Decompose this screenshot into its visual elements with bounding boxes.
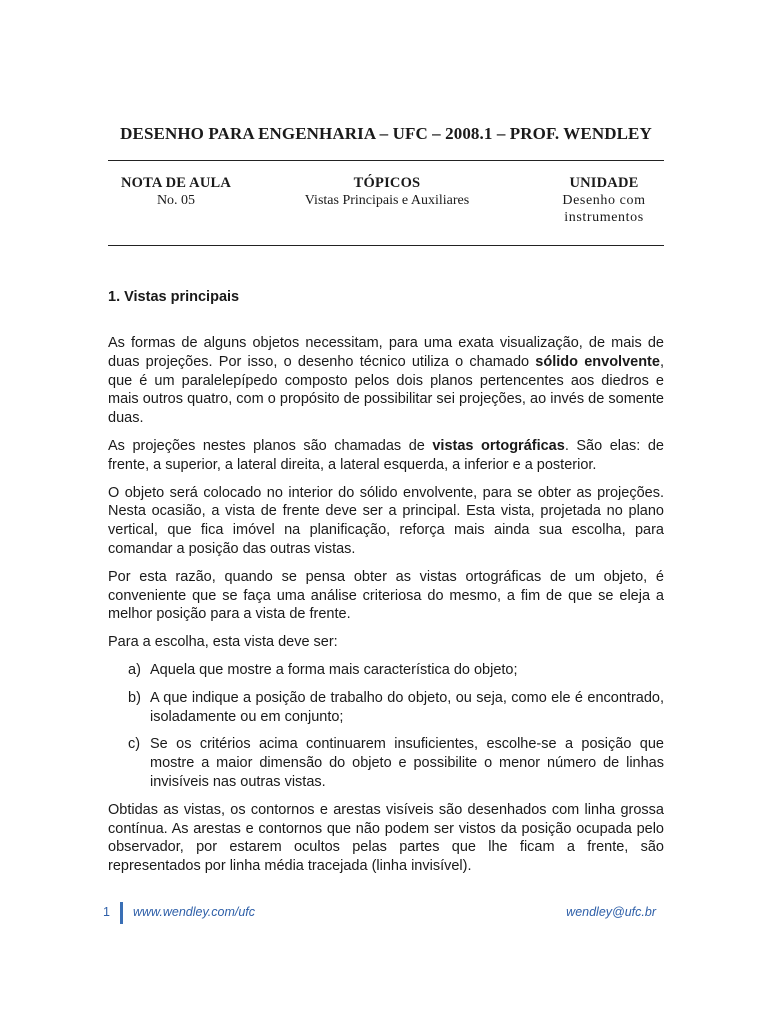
nota-de-aula-block: [108, 175, 244, 209]
document-title: DESENHO PARA ENGENHARIA – UFC – 2008.1 – PROF. WENDLEY: [120, 124, 652, 143]
body-text: [108, 334, 664, 885]
topicos-value: Vistas Principais e Auxiliares: [304, 193, 470, 208]
list-item: [108, 689, 664, 727]
nota-value: No. 05: [156, 193, 196, 208]
unidade-value: Desenho com instrumentos: [562, 193, 646, 225]
topicos-heading: TÓPICOS: [353, 175, 421, 191]
header-top-divider: [108, 160, 664, 161]
page-footer: [0, 902, 768, 924]
list-marker: b): [128, 689, 141, 706]
nota-heading: NOTA DE AULA: [120, 175, 232, 191]
paragraph-2: [108, 437, 664, 475]
list-item: [108, 735, 664, 791]
unidade-block: [540, 175, 668, 226]
criteria-list: [108, 661, 664, 792]
paragraph-1-text-b: , que é um paralelepípedo composto pelos dois planos pertencentes aos diedros e mais outros quatro, com o propósito de possibilitar sei projeções, ao invés de somente duas.: [108, 353, 664, 427]
page-number: 1: [103, 905, 110, 919]
section-heading: 1. Vistas principais: [108, 289, 240, 305]
paragraph-1: [108, 334, 664, 428]
paragraph-6: Obtidas as vistas, os contornos e arestas visíveis são desenhados com linha grossa contínua. As arestas e contornos que não podem ser vistos da posição ocupada pelo observador, por estarem ocultos pelas partes que lhe ficam a frente, são representados por linha média tracejada (linha invisível).: [108, 801, 664, 875]
footer-website-link[interactable]: www.wendley.com/ufc: [133, 905, 256, 919]
footer-email-link[interactable]: wendley@ufc.br: [566, 905, 656, 919]
paragraph-2-emphasis: vistas ortográficas: [432, 437, 565, 454]
footer-accent-bar: [120, 902, 123, 924]
list-item-text: A que indique a posição de trabalho do objeto, ou seja, como ele é encontrado, isoladamente ou em conjunto;: [150, 689, 664, 725]
paragraph-1-text-a: As formas de alguns objetos necessitam, para uma exata visualização, de mais de duas projeções. Por isso, o desenho técnico utiliza o chamado: [108, 335, 664, 370]
list-item: [108, 661, 664, 680]
list-item-text: Aquela que mostre a forma mais característica do objeto;: [150, 661, 518, 678]
paragraph-2-text-a: As projeções nestes planos são chamadas de: [108, 437, 433, 454]
header-bottom-divider: [108, 245, 664, 246]
topicos-block: [280, 175, 494, 209]
paragraph-3: O objeto será colocado no interior do sólido envolvente, para se obter as projeções. Nesta ocasião, a vista de frente deve ser a principal. Esta vista, projetada no plano vertical, que fica imóvel na planificação, reforça mais ainda sua escolha, para comandar a posição das outras vistas.: [108, 484, 664, 557]
list-marker: a): [128, 661, 141, 678]
unidade-heading: UNIDADE: [569, 175, 639, 191]
list-marker: c): [128, 736, 141, 753]
paragraph-4: Por esta razão, quando se pensa obter as vistas ortográficas de um objeto, é conveniente que se faça uma análise criteriosa do mesmo, a fim de que se eleja a melhor posição para a vista de frente.: [108, 568, 664, 623]
paragraph-1-emphasis: sólido envolvente: [535, 353, 660, 370]
paragraph-5: Para a escolha, esta vista deve ser:: [108, 634, 338, 651]
list-item-text: Se os critérios acima continuarem insuficientes, escolhe-se a posição que mostre a maior dimensão do objeto e possibilite o menor número de linhas invisíveis nas outras vistas.: [150, 736, 664, 790]
paragraph-2-text-b: . São elas: de frente, a superior, a lateral direita, a lateral esquerda, a inferior e a posterior.: [108, 437, 664, 473]
